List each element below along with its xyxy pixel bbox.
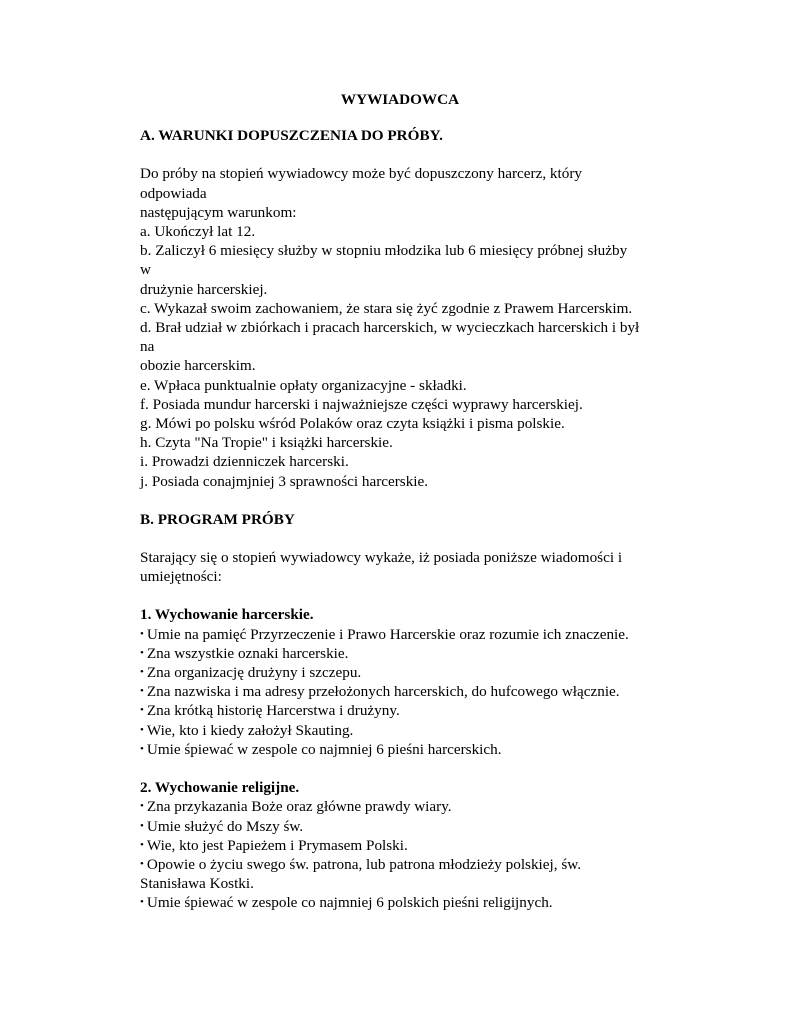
bullet-icon: • xyxy=(140,800,144,813)
section-a-line: j. Posiada conajmjniej 3 sprawności harcerskie. xyxy=(140,472,429,490)
section-a-heading: A. WARUNKI DOPUSZCZENIA DO PRÓBY. xyxy=(140,127,443,145)
list-item-text: Umie śpiewać w zespole co najmniej 6 polskich pieśni religijnych. xyxy=(146,894,553,912)
list-item xyxy=(140,663,660,682)
section-a-line: b. Zaliczył 6 miesięcy służby w stopniu młodzika lub 6 miesięcy próbnej służby xyxy=(140,242,628,260)
section-a-line: a. Ukończył lat 12. xyxy=(140,223,256,241)
bullet-icon: • xyxy=(140,646,144,659)
list-item xyxy=(140,682,660,701)
section-b-intro-line: Starający się o stopień wywiadowcy wykaże, iż posiada poniższe wiadomości i xyxy=(140,549,623,567)
list-item xyxy=(140,817,660,836)
bullet-icon: • xyxy=(140,857,144,870)
spacer xyxy=(140,145,660,164)
bullet-icon: • xyxy=(140,723,144,736)
list-item-text: Zna organizację drużyny i szczepu. xyxy=(146,664,362,682)
list-item xyxy=(140,721,660,740)
list-item-text: Wie, kto i kiedy założył Skauting. xyxy=(146,721,354,739)
section-a-line: h. Czyta "Na Tropie" i książki harcerskie. xyxy=(140,434,393,452)
bullet-icon: • xyxy=(140,896,144,909)
list-item-text: Zna przykazania Boże oraz główne prawdy wiary. xyxy=(146,798,452,816)
spacer xyxy=(140,529,660,548)
section-a-line: następującym warunkom: xyxy=(140,203,297,221)
spacer xyxy=(140,491,660,510)
section-a-line: odpowiada xyxy=(140,184,207,202)
list-item xyxy=(140,625,660,644)
list-item xyxy=(140,855,660,874)
list-item xyxy=(140,644,660,663)
section-a-line: drużynie harcerskiej. xyxy=(140,280,268,298)
section-a-line: c. Wykazał swoim zachowaniem, że stara się żyć zgodnie z Prawem Harcerskim. xyxy=(140,299,633,317)
section-a-line: g. Mówi po polsku wśród Polaków oraz czyta książki i pisma polskie. xyxy=(140,415,565,433)
bullet-icon: • xyxy=(140,704,144,717)
subsection-heading: 1. Wychowanie harcerskie. xyxy=(140,606,314,624)
document-content xyxy=(140,90,660,913)
section-a-line: w xyxy=(140,261,151,279)
list-item-continuation: Stanisława Kostki. xyxy=(140,875,254,893)
list-item-text: Zna nazwiska i ma adresy przełożonych harcerskich, do hufcowego włącznie. xyxy=(146,683,620,701)
list-item-text: Umie na pamięć Przyrzeczenie i Prawo Harcerskie oraz rozumie ich znaczenie. xyxy=(146,625,629,643)
list-item xyxy=(140,797,660,816)
document-title: WYWIADOWCA xyxy=(340,91,460,108)
list-item-text: Opowie o życiu swego św. patrona, lub patrona młodzieży polskiej, św. xyxy=(146,855,582,873)
list-item xyxy=(140,893,660,912)
list-item-text: Zna wszystkie oznaki harcerskie. xyxy=(146,644,349,662)
list-item xyxy=(140,701,660,720)
section-b-intro-line: umiejętności: xyxy=(140,568,222,586)
spacer xyxy=(140,586,660,605)
section-a-line: f. Posiada mundur harcerski i najważniejsze części wyprawy harcerskiej. xyxy=(140,395,583,413)
list-item-text: Zna krótką historię Harcerstwa i drużyny. xyxy=(146,702,400,720)
section-a-line: obozie harcerskim. xyxy=(140,357,256,375)
bullet-icon: • xyxy=(140,666,144,679)
bullet-icon: • xyxy=(140,685,144,698)
section-b-heading: B. PROGRAM PRÓBY xyxy=(140,510,295,528)
bullet-icon: • xyxy=(140,742,144,755)
section-a-line: na xyxy=(140,338,155,356)
list-item-text: Umie służyć do Mszy św. xyxy=(146,817,304,835)
bullet-icon: • xyxy=(140,819,144,832)
subsection-heading: 2. Wychowanie religijne. xyxy=(140,779,300,797)
bullet-icon: • xyxy=(140,838,144,851)
bullet-icon: • xyxy=(140,627,144,640)
section-a-line: d. Brał udział w zbiórkach i pracach harcerskich, w wycieczkach harcerskich i był xyxy=(140,319,640,337)
section-a-line: i. Prowadzi dzienniczek harcerski. xyxy=(140,453,349,471)
list-item-text: Wie, kto jest Papieżem i Prymasem Polski. xyxy=(146,836,408,854)
section-a-line: e. Wpłaca punktualnie opłaty organizacyjne - składki. xyxy=(140,376,467,394)
list-item xyxy=(140,740,660,759)
section-a-line: Do próby na stopień wywiadowcy może być dopuszczony harcerz, który xyxy=(140,165,582,183)
list-item xyxy=(140,836,660,855)
list-item-text: Umie śpiewać w zespole co najmniej 6 pieśni harcerskich. xyxy=(146,740,502,758)
spacer xyxy=(140,759,660,778)
